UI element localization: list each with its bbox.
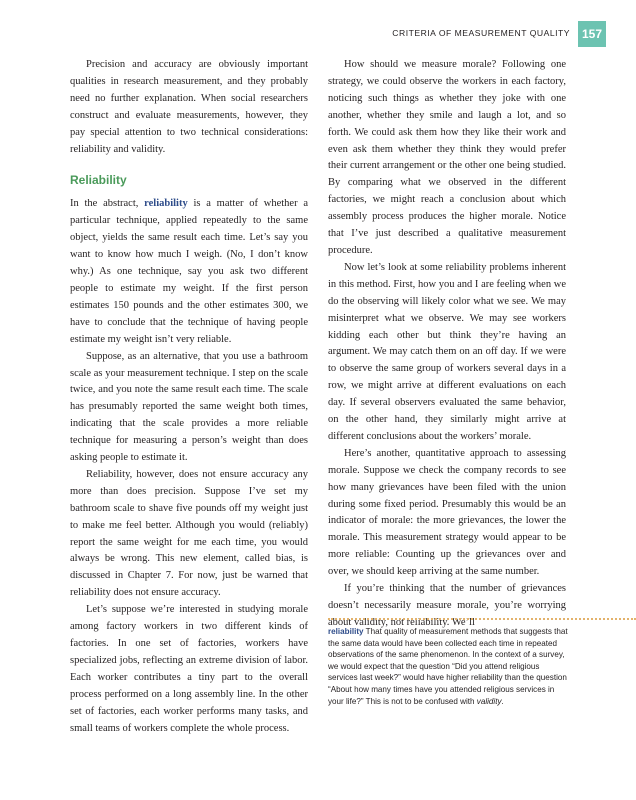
glossary-divider	[328, 618, 636, 620]
page-number-badge: 157	[578, 21, 606, 47]
section-heading-reliability: Reliability	[70, 173, 127, 188]
intro-paragraph: Precision and accuracy are obviously important qualities in research measurement, and they probably need no further explanation. When social researchers construct and evaluate measurements, however, they pay special attention to two technical considerations: reliability and validity.	[70, 59, 308, 155]
glossary-box	[328, 626, 568, 707]
left-column	[70, 57, 308, 737]
validity-paragraph: If you’re thinking that the number of grievances doesn’t necessarily measure morale, you’re worrying about validity, not reliability. We’ll	[328, 583, 566, 628]
text-run: In the abstract,	[70, 198, 145, 210]
factory-morale-paragraph: Let’s suppose we’re interested in studying morale among factory workers in two different kinds of factories. In one set of factories, workers have specialized jobs, reflecting an extreme division of labor. Each worker contributes a tiny part to the overall process performed on a long assembly line. In the other set of factories, each worker performs many tasks, and small teams of workers complete the whole process.	[70, 604, 308, 734]
key-term-reliability: reliability	[144, 198, 188, 210]
glossary-cross-reference: validity	[476, 696, 502, 706]
glossary-term: reliability	[328, 627, 364, 636]
text-run: is a matter of whether a particular technique, applied repeatedly to the same object, yields the same result each time. Let’s say you want to know how much I weigh. (No, I don’t know why.) As one technique, say you ask two different people to estimate my weight. If the first person estimates 150 pounds and the other estimates 300, we have to conclude that the technique of having people estimate my weight isn’t very reliable.	[70, 198, 308, 345]
running-header: CRITERIA OF MEASUREMENT QUALITY	[392, 28, 570, 38]
reliability-definition-paragraph	[70, 196, 308, 348]
glossary-definition: That quality of measurement methods that suggests that the same data would have been collected each time in repeated observations of the same phenomenon. In the context of a survey, we would expect that the question “Did you attend religious services last week?” would have higher reliability than the question “About how many times have you attended religious services in your life?” This is not to be confused with	[328, 627, 568, 706]
reliability-problems-paragraph: Now let’s look at some reliability problems inherent in this method. First, how you and I are feeling when we do the observing will likely color what we see. We may misinterpret what we observe. We may see workers kidding each other but think they’re having an argument. We may catch them on an off day. If we were to observe the same group of workers several days in a row, we might arrive at different evaluations on each day. If several observers evaluated the same behavior, on the other hand, they similarly might arrive at different conclusions about the workers’ morale.	[328, 261, 566, 442]
measure-morale-paragraph: How should we measure morale? Following one strategy, we could observe the workers in each factory, noticing such things as whether they joke with one another, whether they smile and laugh a lot, and so forth. We could ask them how they like their work and even ask them whether they think they would prefer their current arrangement or the other one being studied. By comparing what we observed in the different factories, we might reach a conclusion about which assembly process produces the higher morale. Notice that I’ve just described a qualitative measurement procedure.	[328, 59, 566, 256]
right-column	[328, 57, 566, 632]
glossary-entry	[328, 626, 568, 707]
glossary-end: .	[501, 696, 504, 706]
bias-paragraph: Reliability, however, does not ensure accuracy any more than does precision. Suppose I’ve set my bathroom scale to shave five pounds off my weight just to make me feel better. Although you would (reliably) report the same weight for me each time, you would always be wrong. This new element, called bias, is discussed in Chapter 7. For now, just be warned that reliability does not ensure accuracy.	[70, 468, 308, 599]
quantitative-approach-paragraph: Here’s another, quantitative approach to assessing morale. Suppose we check the company records to see how many grievances have been filed with the union during some fixed period. Presumably this would be an indicator of morale: the more grievances, the lower the morale. This measurement strategy would appear to be more reliable: Counting up the grievances over and over, we should keep arriving at the same number.	[328, 447, 566, 578]
bathroom-scale-paragraph: Suppose, as an alternative, that you use a bathroom scale as your measurement technique. I step on the scale twice, and you note the same result each time. The scale has presumably reported the same weight both times, indicating that the scale provides a more reliable technique for measuring a person’s weight than does asking people to estimate it.	[70, 350, 308, 464]
